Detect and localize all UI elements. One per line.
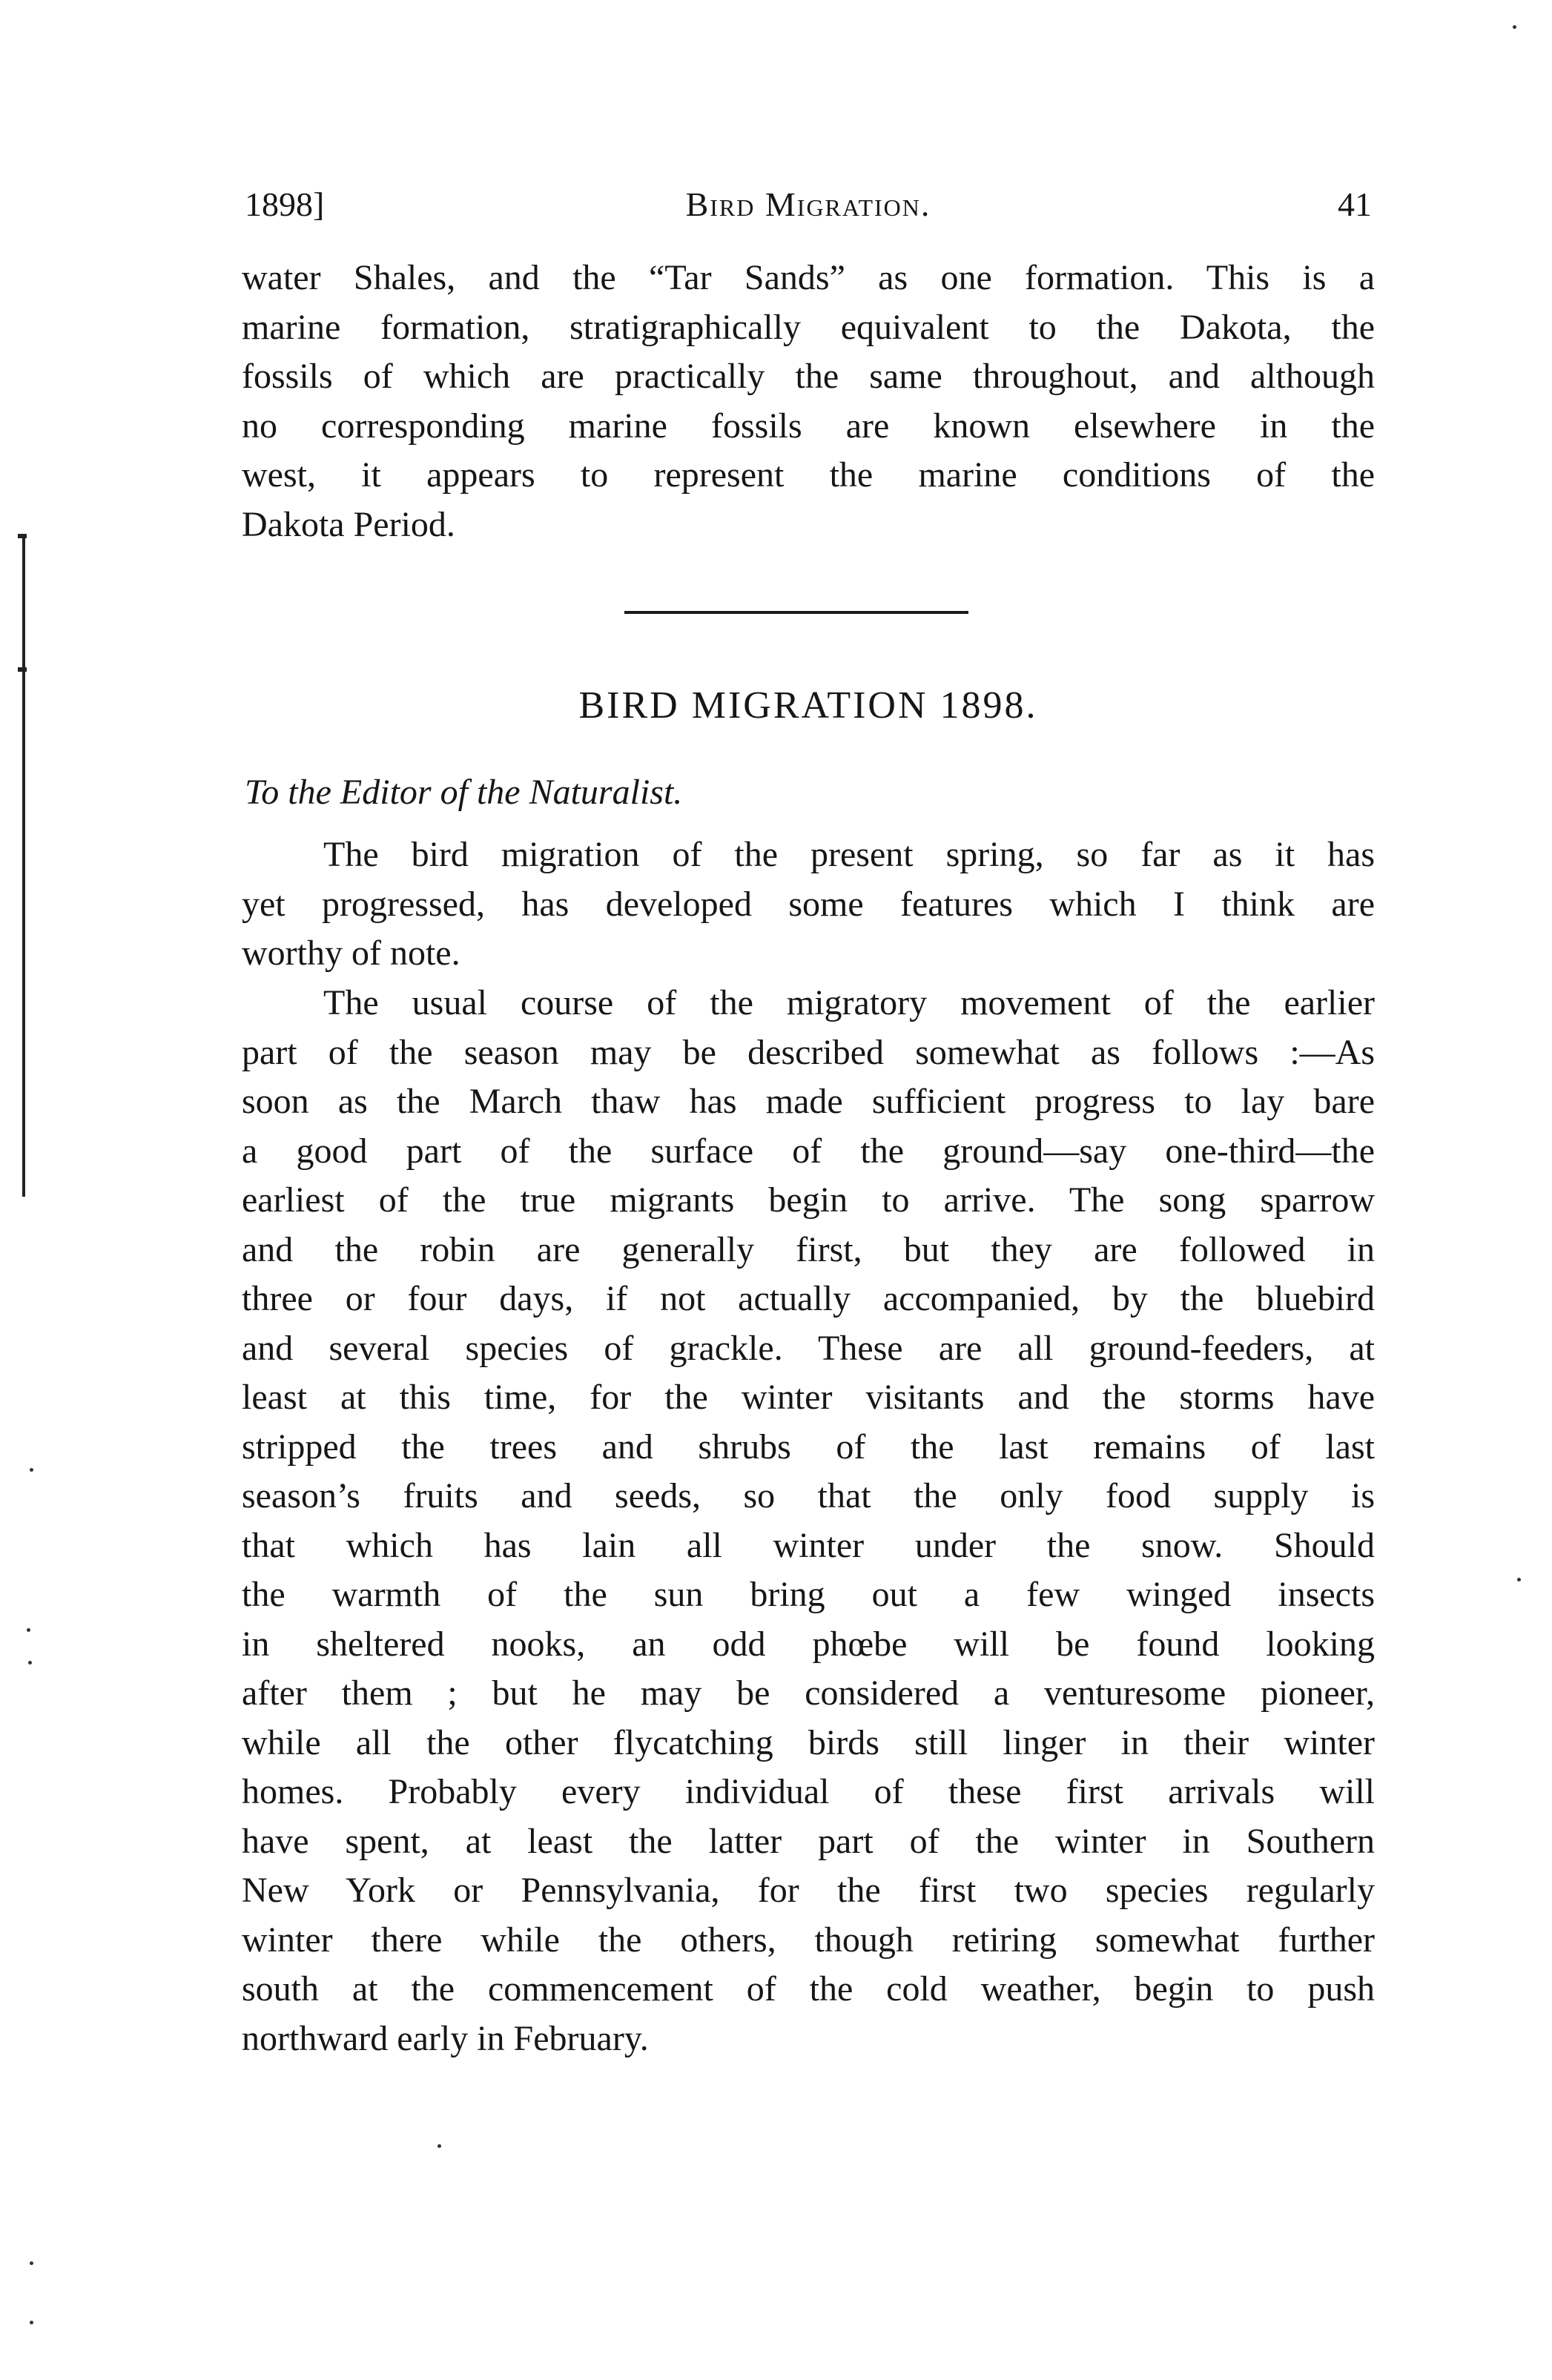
text-line: New York or Pennsylvania, for the first two species regularly <box>242 1871 1375 1910</box>
text-line: worthy of note. <box>242 933 460 973</box>
salutation: To the Editor of the Naturalist. <box>245 773 683 812</box>
text-line: Dakota Period. <box>242 504 455 544</box>
text-line: least at this time, for the winter visitants and the storms have <box>242 1378 1375 1417</box>
text-line: and several species of grackle. These are all ground-feeders, at <box>242 1328 1375 1368</box>
text-line: and the robin are generally first, but they are followed in <box>242 1229 1375 1269</box>
scan-speck <box>28 1661 32 1665</box>
scan-speck <box>30 1468 33 1472</box>
scan-speck <box>437 2144 441 2148</box>
text-line: season’s fruits and seeds, so that the only food supply is <box>242 1476 1375 1515</box>
text-line: yet progressed, has developed some features which I think are <box>242 884 1375 924</box>
section-divider <box>624 611 968 614</box>
text-line: after them ; but he may be considered a venturesome pioneer, <box>242 1673 1375 1713</box>
text-line: earliest of the true migrants begin to arrive. The song sparrow <box>242 1180 1375 1220</box>
text-line: water Shales, and the “Tar Sands” as one formation. This is a <box>242 258 1375 297</box>
top-paragraph <box>242 254 1375 549</box>
scan-speck <box>30 2321 33 2324</box>
text-line: south at the commencement of the cold weather, begin to push <box>242 1969 1375 2009</box>
text-line: the warmth of the sun bring out a few winged insects <box>242 1575 1375 1614</box>
text-line: three or four days, if not actually accompanied, by the bluebird <box>242 1279 1375 1318</box>
scan-speck <box>27 1628 30 1632</box>
scan-speck <box>30 2261 33 2265</box>
text-line: The bird migration of the present spring, so far as it has <box>323 835 1375 874</box>
text-line: part of the season may be described somewhat as follows :—As <box>242 1032 1375 1072</box>
scan-speck <box>1517 1578 1521 1581</box>
text-line: have spent, at least the latter part of the winter in Southern <box>242 1821 1375 1861</box>
text-line: winter there while the others, though retiring somewhat further <box>242 1920 1375 1960</box>
text-line: fossils of which are practically the same throughout, and although <box>242 357 1375 396</box>
text-line: marine formation, stratigraphically equivalent to the Dakota, the <box>242 307 1375 347</box>
text-line: while all the other flycatching birds still linger in their winter <box>242 1722 1375 1762</box>
running-head <box>245 175 1372 234</box>
margin-tick <box>18 534 27 538</box>
text-line: The usual course of the migratory movement of the earlier <box>323 983 1375 1022</box>
running-head-title: Bird Migration. <box>685 185 931 223</box>
section-heading: BIRD MIGRATION 1898. <box>578 684 1038 727</box>
page-number: 41 <box>1338 185 1372 223</box>
paragraph-2 <box>242 979 1375 2063</box>
margin-tick <box>18 667 27 672</box>
text-line: soon as the March thaw has made sufficient progress to lay bare <box>242 1082 1375 1121</box>
text-line: stripped the trees and shrubs of the last remains of last <box>242 1427 1375 1467</box>
text-line: that which has lain all winter under the snow. Should <box>242 1525 1375 1565</box>
text-line: no corresponding marine fossils are known elsewhere in the <box>242 406 1375 446</box>
text-line: a good part of the surface of the ground—say one-third—the <box>242 1131 1375 1171</box>
text-line: in sheltered nooks, an odd phœbe will be found looking <box>242 1624 1375 1664</box>
text-line: northward early in February. <box>242 2018 649 2058</box>
text-line: homes. Probably every individual of these first arrivals will <box>242 1772 1375 1811</box>
scan-speck <box>1513 25 1516 29</box>
running-head-year: 1898] <box>245 185 325 223</box>
text-line: west, it appears to represent the marine conditions of the <box>242 455 1375 495</box>
paragraph-1 <box>242 830 1375 979</box>
margin-binding-mark <box>22 537 25 1197</box>
